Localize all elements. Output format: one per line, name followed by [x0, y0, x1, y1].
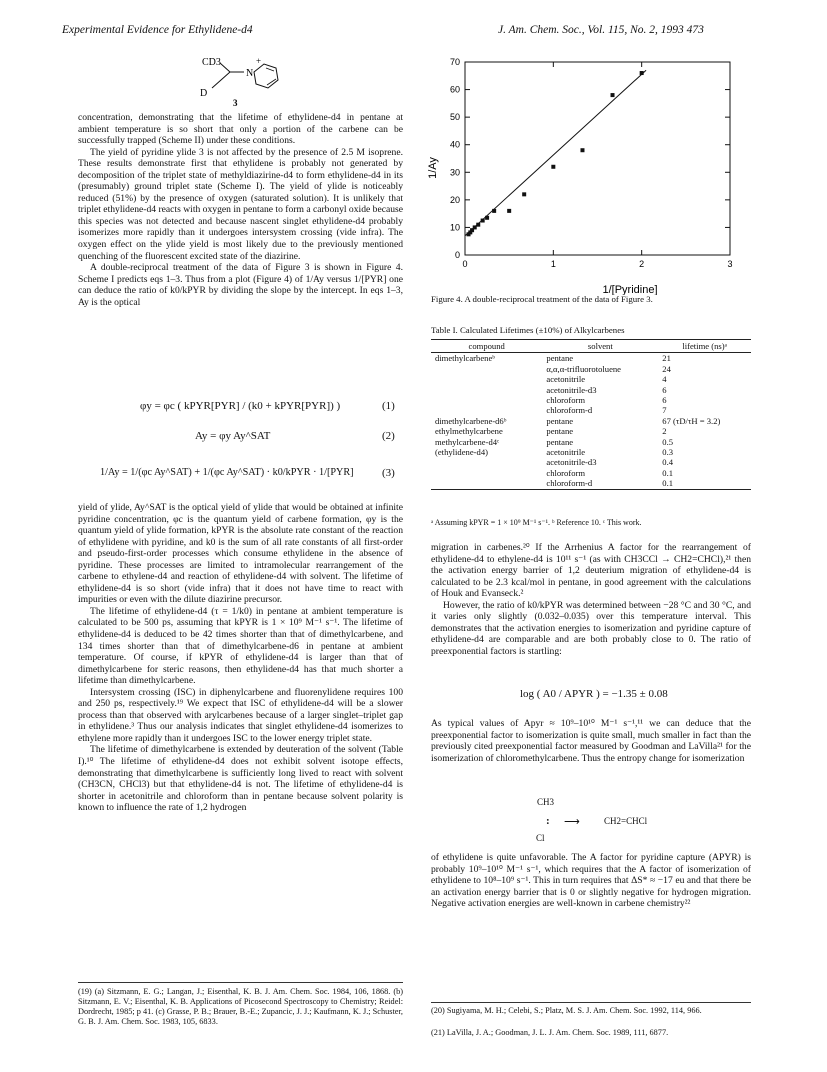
table-cell-compound — [431, 374, 542, 384]
table-cell-compound: dimethylcarbeneᵇ — [435, 353, 495, 364]
footnote-rule — [78, 982, 403, 983]
scheme-ch3: CH3 — [537, 797, 555, 807]
left-paragraph-1: concentration, demonstrating that the lifetime of ethylidene-d4 in pentane at ambient temperature is so short that only a portion of the carbene can be successfully trapped (Scheme II) under these conditions. — [78, 112, 403, 147]
table-row — [431, 385, 751, 395]
chart-axes — [450, 57, 733, 269]
table-cell-compound — [431, 457, 542, 467]
data-point — [611, 93, 615, 97]
y-tick-label: 30 — [449, 167, 460, 178]
table-row — [431, 416, 751, 426]
table-cell-lifetime: 4 — [662, 374, 667, 385]
chart-marks — [465, 70, 646, 236]
structure-number: 3 — [233, 98, 238, 108]
right-paragraph-3: As typical values of Apyr ≈ 10⁹–10¹⁰ M⁻¹ s⁻¹,¹¹ we can deduce that the preexponential factor to isomerization is quite small, much smaller in fact than the previously cited preexponential factor measured by Goodman and LaVilla²¹ for the isomerization of chloromethylcarbene. Thus the entropy change for isomerization — [431, 718, 751, 764]
chart-x-axis-label: 1/[Pyridine] — [602, 284, 658, 295]
data-point — [580, 148, 584, 152]
scheme-cl: Cl — [536, 833, 545, 843]
right-paragraph-1: migration in carbenes.²⁰ If the Arrhenius A factor for the rearrangement of ethylidene-d4 to ethylene-d4 is 10¹¹ s⁻¹ (as with CH3CCl → CH2=CHCl),²¹ then the activation energy barrier of 1,2 deuterium migration of ethylidene-d4 is calculated to be 2.3 kcal/mol in pentane, in good agreement with the calculations of Houk and Evanseck.² — [431, 542, 751, 600]
left-paragraph-5: The lifetime of ethylidene-d4 (τ = 1/k0) in pentane at ambient temperature is calculated to be 500 ps, assuming that kPYR is 1 × 10⁹ M⁻¹ s⁻¹. The lifetime of ethylidene-d4 is deduced to be 42 times shorter than that of dimethylcarbene, and 134 times shorter than that of dimethylcarbene-d6 in pentane at ambient temperature. Of course, if kPYR of ethylidene-d4 is larger than that of dimethylcarbene for steric reasons, then ethylidene-d4 has that much shorter a lifetime than dimethylcarbene. — [78, 605, 403, 687]
table-footnote: ᵃ Assuming kPYR = 1 × 10⁹ M⁻¹ s⁻¹. ᵇ Reference 10. ᶜ This work. — [431, 518, 642, 527]
table-cell-compound: (ethylidene-d4) — [435, 447, 488, 458]
table-cell-compound: methylcarbene-d4ᶜ — [435, 436, 500, 447]
table-cell-solvent: chloroform-d — [546, 405, 593, 416]
table-cell-lifetime: 21 — [662, 353, 671, 364]
table-row — [431, 364, 751, 374]
x-tick-label: 2 — [639, 259, 645, 269]
running-header-left: Experimental Evidence for Ethylidene-d4 — [62, 24, 253, 36]
right-paragraph-2: However, the ratio of k0/kPYR was determined between −28 °C and 30 °C, and it varies only slightly (0.032–0.035) over this temperature interval. This demonstrates that the activation energies to isomerization and pyridine capture of ethylidene-d4 are comparable and are both probably close to 0. The ratio of preexponential factors is startling: — [431, 599, 751, 657]
x-tick-label: 3 — [727, 259, 733, 269]
table-header-lifetime: lifetime (ns)ᵃ — [682, 341, 727, 351]
table-cell-lifetime: 2 — [662, 426, 667, 437]
left-column — [78, 112, 403, 308]
equation-3-number: (3) — [382, 467, 395, 479]
table-row — [431, 426, 751, 436]
table-row — [431, 374, 751, 384]
figure-4-caption: Figure 4. A double-reciprocal treatment of the data of Figure 3. — [431, 294, 653, 304]
chart-plot-frame — [465, 62, 730, 255]
table-title: Table I. Calculated Lifetimes (±10%) of Alkylcarbenes — [431, 325, 625, 335]
table-cell-solvent: acetonitrile — [546, 447, 586, 458]
scheme-product: CH2=CHCl — [604, 816, 648, 826]
table-cell-compound — [431, 364, 542, 374]
table-cell-compound: ethylmethylcarbene — [435, 426, 503, 437]
table-header-compound: compound — [468, 341, 505, 351]
table-cell-solvent: pentane — [546, 353, 574, 364]
equation-2: Ay = φy Ay^SAT — [195, 430, 271, 442]
table-cell-solvent: chloroform-d — [546, 478, 593, 489]
table-cell-lifetime: 0.3 — [662, 447, 674, 458]
table-cell-compound: dimethylcarbene-d6ᵇ — [435, 415, 507, 426]
table-row — [431, 405, 751, 415]
lifetimes-table — [431, 339, 751, 490]
table-cell-compound — [431, 395, 542, 405]
right-column — [431, 542, 751, 657]
structure-cd3-label: CD3 — [202, 57, 221, 68]
chart-y-axis-label: 1/Ay — [427, 157, 439, 179]
y-tick-label: 20 — [449, 194, 460, 205]
table-cell-lifetime: 0.1 — [662, 467, 674, 478]
structure-d-label: D — [200, 88, 208, 99]
left-paragraph-4: yield of ylide, Ay^SAT is the optical yield of ylide that would be obtained at infinite pyridine concentration, φc is the quantum yield of carbene formation, φy is the quantum yield of ylide formation, kPYR is the absolute rate constant of the reaction of ethylidene with pyridine, and k0 is the sum of all rate constants of all first-order and pseudo-first-order processes which consume ethylidene in the absence of pyridine. These processes are limited to intramolecular rearrangement of the carbene to ethylene-d4 and reaction of ethylidene-d4 with solvent. The lifetime of ethylidene-d4 is so short (vide infra) that it does not have time to react with impurities or even with the dilute diazirine precursor. — [78, 502, 403, 606]
data-point — [473, 225, 477, 229]
table-cell-compound — [431, 478, 542, 489]
running-header-right: J. Am. Chem. Soc., Vol. 115, No. 2, 1993 473 — [498, 24, 704, 36]
y-tick-label: 70 — [449, 57, 460, 67]
table-cell-solvent: pentane — [546, 436, 574, 447]
table-cell-compound — [431, 385, 542, 395]
x-tick-label: 1 — [550, 259, 556, 269]
table-cell-lifetime: 67 (τD/τH = 3.2) — [662, 415, 721, 426]
structure-3-diagram — [170, 52, 310, 108]
table-row — [431, 457, 751, 467]
x-tick-label: 0 — [462, 259, 468, 269]
equation-2-number: (2) — [382, 430, 395, 442]
table-cell-solvent: acetonitrile — [546, 374, 586, 385]
footnote-21: (21) LaVilla, J. A.; Goodman, J. L. J. Am. Chem. Soc. 1989, 111, 6877. — [431, 1028, 669, 1037]
equation-1-text: φy = φc ( kPYR[PYR] / (k0 + kPYR[PYR]) ) — [140, 400, 341, 412]
table-cell-solvent: chloroform — [546, 467, 586, 478]
table-cell-lifetime: 0.5 — [662, 436, 674, 447]
y-tick-label: 10 — [449, 222, 460, 233]
table-cell-compound — [431, 468, 542, 478]
left-paragraph-6: Intersystem crossing (ISC) in diphenylcarbene and fluorenylidene requires 100 and 250 ps, respectively.¹⁹ We expect that ISC of ethylidene-d4 will be a slower process than that observed with arylcarbenes because of a larger singlet–triplet gap in ethylidene.³ Thus our analysis indicates that singlet ethylidene-d4 isomerizes to ethylene more rapidly than it undergoes ISC to the lower energy triplet state. — [78, 686, 403, 744]
scheme-carbene-dots: : — [546, 815, 550, 827]
data-point — [485, 216, 489, 220]
equation-1-number: (1) — [382, 400, 395, 412]
equation-3: 1/Ay = 1/(φc Ay^SAT) + 1/(φc Ay^SAT) · k0/kPYR · 1/[PYR] — [100, 467, 354, 478]
structure-n-label: N — [246, 68, 254, 79]
table-cell-lifetime: 6 — [662, 395, 667, 406]
right-equation: log ( A0 / APYR ) = −1.35 ± 0.08 — [520, 688, 668, 700]
table-cell-solvent: acetonitrile-d3 — [546, 457, 597, 468]
figure-4-chart — [420, 50, 750, 295]
footnote-20: (20) Sugiyama, M. H.; Celebi, S.; Platz, M. S. J. Am. Chem. Soc. 1992, 114, 966. — [431, 1006, 702, 1015]
table-body — [431, 353, 751, 489]
table-header-row — [431, 340, 751, 353]
table-row — [431, 478, 751, 489]
table-cell-solvent: pentane — [546, 415, 574, 426]
table-cell-solvent: α,α,α-trifluorotoluene — [546, 363, 621, 374]
data-point — [551, 165, 555, 169]
equation-1 — [140, 400, 400, 412]
footnote-19: (19) (a) Sitzmann, E. G.; Langan, J.; Eisenthal, K. B. J. Am. Chem. Soc. 1984, 106, 1868. (b) Sitzmann, E. V.; Eisenthal, K. B. Applications of Picosecond Spectroscopy to Chemistry; Reidel: Dordrecht, 1985; p 41. (c) Grasse, P. B.; Brauer, B.-E.; Zupancic, J. J.; Kaufmann, K. J.; Schuster, G. B. J. Am. Chem. Soc. 1983, 105, 6833. — [78, 987, 403, 1026]
data-point — [481, 219, 485, 223]
table-row — [431, 353, 751, 364]
right-footnote-rule — [431, 1002, 751, 1003]
table-cell-solvent: chloroform — [546, 395, 586, 406]
table-header-solvent: solvent — [587, 341, 613, 351]
table-cell-lifetime: 0.1 — [662, 478, 674, 489]
table-cell-lifetime: 7 — [662, 405, 667, 416]
table-cell-solvent: acetonitrile-d3 — [546, 384, 597, 395]
table-cell-lifetime: 0.4 — [662, 457, 674, 468]
table-row — [431, 468, 751, 478]
scheme-arrow: ⟶ — [564, 816, 580, 828]
table-cell-compound — [431, 405, 542, 415]
table-row — [431, 447, 751, 457]
table-cell-solvent: pentane — [546, 426, 574, 437]
left-paragraph-2: The yield of pyridine ylide 3 is not affected by the presence of 2.5 M isoprene. These results demonstrate first that ethylidene is probably not generated by decomposition of the triplet state of methyldiazirine-d4 to form ethylidene-d4 in its (presumably) ground triplet state (Scheme I). The yield of ylide is noticeably reduced (51%) by the presence of oxygen (saturated solution). It is unlikely that triplet ethylidene-d4 reacts with oxygen in pentane to form a carbonyl oxide because this species was not detected and because nascent singlet ethylidene-d4 probably isomerizes more rapidly than it undergoes intersystem crossing (vide infra). The oxygen effect on the ylide yield is most likely due to the previously mentioned quenching of the fluorescent excited state of the diazirine. — [78, 146, 404, 262]
table-cell-lifetime: 24 — [662, 363, 671, 374]
left-column-continued — [78, 502, 403, 814]
table-row — [431, 395, 751, 405]
y-tick-label: 60 — [449, 84, 460, 95]
y-tick-label: 40 — [449, 139, 460, 150]
table-row — [431, 437, 751, 447]
data-point — [507, 209, 511, 213]
table-cell-lifetime: 6 — [662, 384, 667, 395]
data-point — [640, 71, 644, 75]
data-point — [522, 192, 526, 196]
data-point — [476, 223, 480, 227]
left-paragraph-3: A double-reciprocal treatment of the data of Figure 3 is shown in Figure 4. Scheme I predicts eqs 1–3. Thus from a plot (Figure 4) of 1/Ay versus 1/[PYR] one can deduce the ratio of k0/kPYR by dividing the slope by the intercept. In eqs 1–3, Ay is the optical — [78, 262, 403, 308]
structure-plus-label: + — [256, 56, 262, 66]
y-tick-label: 50 — [449, 112, 460, 123]
data-point — [492, 209, 496, 213]
right-column-2 — [431, 718, 751, 764]
right-paragraph-4: of ethylidene is quite unfavorable. The A factor for pyridine capture (APYR) is probably 10⁹–10¹⁰ M⁻¹ s⁻¹, which requires that the A factor of isomerization of ethylidene to 10⁸–10⁹ s⁻¹. This in turn requires that ΔS* ≈ −17 eu and that there be an activation energy barrier that is 0 or slightly negative for hydrogen migration. Negative activation energies are well-known in carbene chemistry²² — [431, 852, 751, 910]
right-column-3 — [431, 852, 751, 910]
y-tick-label: 0 — [454, 250, 460, 260]
left-paragraph-7: The lifetime of dimethylcarbene is extended by deuteration of the solvent (Table I).¹⁰ The lifetime of ethylidene-d4 does not exhibit solvent isotope effects, demonstrating that dimethylcarbene is sufficiently long lived to react with solvent (CH3CN, CHCl3) but that ethylidene-d4 is not. The lifetime of ethylidene-d4 is shorter in acetonitrile and chloroform than in pentane because solvent polarity is known to influence the rate of 1,2 hydrogen — [78, 744, 403, 814]
